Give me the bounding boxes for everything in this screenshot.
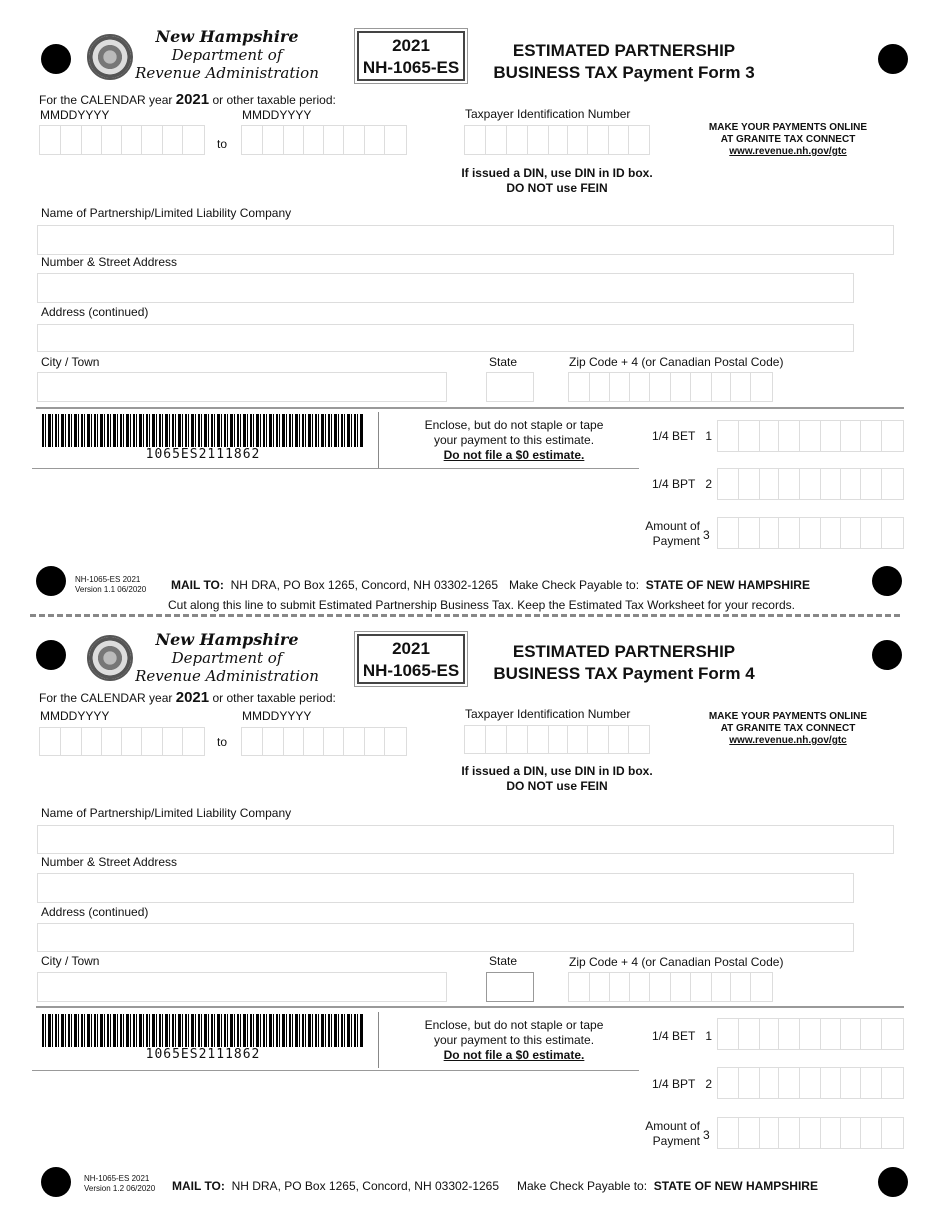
- bet-label-text: 1/4 BET: [652, 1029, 696, 1043]
- calendar-year: 2021: [175, 91, 210, 108]
- zip-label: Zip Code + 4 (or Canadian Postal Code): [569, 955, 784, 969]
- cut-instruction: Cut along this line to submit Estimated Partnership Business Tax. Keep the Estimated Tax Worksheet for your records.: [168, 598, 795, 612]
- address-continued-input[interactable]: [37, 923, 854, 952]
- payable-to: [517, 1179, 818, 1193]
- tin-input[interactable]: [464, 725, 650, 754]
- partnership-name-input[interactable]: [37, 225, 894, 255]
- bet-amount-input[interactable]: [717, 1018, 904, 1050]
- bet-line-number: 1: [705, 1029, 713, 1043]
- form-title-line1: ESTIMATED PARTNERSHIP: [512, 41, 736, 60]
- enclose-line1: Enclose, but do not staple or tape: [424, 418, 604, 432]
- divider: [378, 412, 379, 468]
- registration-mark: [878, 1167, 908, 1197]
- bet-label: [652, 1029, 712, 1043]
- payable-label: Make Check Payable to:: [509, 578, 640, 592]
- version-info: [75, 575, 146, 595]
- state-label: State: [489, 954, 518, 968]
- payable-to: [509, 578, 810, 592]
- bpt-line-number: 2: [705, 1077, 713, 1091]
- street-address-input[interactable]: [37, 273, 854, 303]
- enclose-line1: Enclose, but do not staple or tape: [424, 1018, 604, 1032]
- payable-to-name: STATE OF NEW HAMPSHIRE: [645, 578, 810, 592]
- period-end-input[interactable]: [241, 125, 407, 155]
- enclose-line2: your payment to this estimate.: [433, 433, 595, 447]
- registration-mark: [41, 44, 71, 74]
- section-divider: [36, 407, 904, 409]
- name-label: Name of Partnership/Limited Liability Company: [41, 806, 292, 820]
- bpt-label: [652, 477, 712, 491]
- section-divider: [36, 1006, 904, 1008]
- address2-label: Address (continued): [41, 905, 149, 919]
- version-line1: NH-1065-ES 2021: [84, 1174, 150, 1183]
- registration-mark: [872, 640, 902, 670]
- date-to-label: MMDDYYYY: [242, 709, 312, 723]
- zip-input[interactable]: [568, 372, 773, 402]
- street-label: Number & Street Address: [41, 855, 178, 869]
- form-title-line1: ESTIMATED PARTNERSHIP: [512, 642, 736, 661]
- form-year: 2021: [392, 639, 430, 658]
- period-start-input[interactable]: [39, 727, 205, 756]
- version-line2: Version 1.2 06/2020: [84, 1184, 156, 1193]
- agency-line1: New Hampshire: [155, 27, 299, 46]
- mail-to-label: MAIL TO:: [171, 578, 224, 592]
- din-line2: DO NOT use FEIN: [506, 181, 608, 195]
- tin-input[interactable]: [464, 125, 650, 155]
- din-notice: [457, 166, 657, 196]
- mail-to-address: NH DRA, PO Box 1265, Concord, NH 03302-1265: [230, 578, 499, 592]
- state-label: State: [489, 355, 518, 369]
- divider: [32, 468, 639, 469]
- form-year: 2021: [392, 36, 430, 55]
- state-seal-icon: [87, 34, 133, 80]
- online-line1: MAKE YOUR PAYMENTS ONLINE: [708, 711, 868, 722]
- registration-mark: [878, 44, 908, 74]
- zip-input[interactable]: [568, 972, 773, 1002]
- calendar-prefix: For the CALENDAR year: [39, 691, 173, 705]
- agency-line1: New Hampshire: [155, 630, 299, 649]
- calendar-year-label: [39, 91, 336, 108]
- amount-line2: Payment: [652, 534, 700, 548]
- state-seal-icon: [87, 635, 133, 681]
- online-line2: AT GRANITE TAX CONNECT: [720, 723, 856, 734]
- amount-label: [640, 1119, 700, 1149]
- bet-label: [652, 429, 712, 443]
- form-title: [474, 40, 774, 84]
- bet-line-number: 1: [705, 429, 713, 443]
- state-input[interactable]: [486, 972, 534, 1002]
- form-id-box: [357, 634, 465, 684]
- mail-to: [172, 1179, 499, 1193]
- din-line1: If issued a DIN, use DIN in ID box.: [461, 764, 653, 778]
- mail-to-address: NH DRA, PO Box 1265, Concord, NH 03302-1265: [231, 1179, 500, 1193]
- online-line1: MAKE YOUR PAYMENTS ONLINE: [708, 122, 868, 133]
- barcode-icon: [42, 1014, 364, 1048]
- calendar-suffix: or other taxable period:: [212, 691, 336, 705]
- enclose-line3: Do not file a $0 estimate.: [443, 448, 585, 462]
- partnership-name-input[interactable]: [37, 825, 894, 854]
- amount-line-number: 3: [703, 1128, 710, 1142]
- bpt-amount-input[interactable]: [717, 1067, 904, 1099]
- mail-to: [171, 578, 498, 592]
- city-input[interactable]: [37, 972, 447, 1002]
- street-label: Number & Street Address: [41, 255, 178, 269]
- address-continued-input[interactable]: [37, 324, 854, 352]
- form-title-line2: BUSINESS TAX Payment Form 3: [493, 63, 755, 82]
- version-info: [84, 1174, 155, 1194]
- agency-line2: Department of: [171, 46, 283, 64]
- registration-mark: [872, 566, 902, 596]
- bet-amount-input[interactable]: [717, 420, 904, 452]
- enclose-line2: your payment to this estimate.: [433, 1033, 595, 1047]
- payment-amount-input[interactable]: [717, 1117, 904, 1149]
- amount-line1: Amount of: [645, 519, 700, 533]
- online-line2: AT GRANITE TAX CONNECT: [720, 134, 856, 145]
- payment-amount-input[interactable]: [717, 517, 904, 549]
- divider: [378, 1012, 379, 1068]
- amount-line1: Amount of: [645, 1119, 700, 1133]
- date-from-label: MMDDYYYY: [40, 108, 110, 122]
- calendar-year-label: [39, 689, 336, 706]
- bpt-line-number: 2: [705, 477, 713, 491]
- din-line2: DO NOT use FEIN: [506, 779, 608, 793]
- online-payment-notice: [688, 711, 888, 747]
- online-url-link[interactable]: www.revenue.nh.gov/gtc: [729, 146, 847, 157]
- registration-mark: [36, 566, 66, 596]
- city-input[interactable]: [37, 372, 447, 402]
- calendar-prefix: For the CALENDAR year: [39, 93, 173, 107]
- amount-line-number: 3: [703, 528, 710, 542]
- mail-to-label: MAIL TO:: [172, 1179, 225, 1193]
- to-label: to: [217, 137, 228, 151]
- date-from-label: MMDDYYYY: [40, 709, 110, 723]
- barcode-number: 1065ES2111862: [42, 447, 364, 462]
- payable-label: Make Check Payable to:: [517, 1179, 648, 1193]
- to-label: to: [217, 735, 228, 749]
- divider: [32, 1070, 639, 1071]
- form-number: NH-1065-ES: [362, 58, 460, 77]
- agency-line3: Revenue Administration: [135, 667, 319, 685]
- payment-form-4: [0, 600, 950, 1200]
- payment-form-3: [0, 0, 950, 600]
- tin-label: Taxpayer Identification Number: [465, 707, 631, 721]
- bpt-label-text: 1/4 BPT: [652, 1077, 696, 1091]
- bpt-label-text: 1/4 BPT: [652, 477, 696, 491]
- barcode-number: 1065ES2111862: [42, 1047, 364, 1062]
- form-title-line2: BUSINESS TAX Payment Form 4: [493, 664, 755, 683]
- name-label: Name of Partnership/Limited Liability Company: [41, 206, 292, 220]
- state-input[interactable]: [486, 372, 534, 402]
- calendar-suffix: or other taxable period:: [212, 93, 336, 107]
- form-title: [474, 641, 774, 685]
- online-url-link[interactable]: www.revenue.nh.gov/gtc: [729, 735, 847, 746]
- version-line2: Version 1.1 06/2020: [75, 585, 147, 594]
- zip-label: Zip Code + 4 (or Canadian Postal Code): [569, 355, 784, 369]
- street-address-input[interactable]: [37, 873, 854, 903]
- amount-line2: Payment: [652, 1134, 700, 1148]
- enclose-line3: Do not file a $0 estimate.: [443, 1048, 585, 1062]
- version-line1: NH-1065-ES 2021: [75, 575, 141, 584]
- form-number: NH-1065-ES: [362, 661, 460, 680]
- din-line1: If issued a DIN, use DIN in ID box.: [461, 166, 653, 180]
- payable-to-name: STATE OF NEW HAMPSHIRE: [653, 1179, 818, 1193]
- enclose-instructions: [399, 418, 629, 463]
- registration-mark: [36, 640, 66, 670]
- city-label: City / Town: [41, 954, 100, 968]
- online-payment-notice: [688, 122, 888, 158]
- address2-label: Address (continued): [41, 305, 149, 319]
- agency-name: [132, 28, 322, 82]
- din-notice: [457, 764, 657, 794]
- barcode-icon: [42, 414, 364, 448]
- bpt-label: [652, 1077, 712, 1091]
- calendar-year: 2021: [175, 689, 210, 706]
- agency-line3: Revenue Administration: [135, 64, 319, 82]
- agency-name: [132, 631, 322, 685]
- date-to-label: MMDDYYYY: [242, 108, 312, 122]
- bpt-amount-input[interactable]: [717, 468, 904, 500]
- period-end-input[interactable]: [241, 727, 407, 756]
- city-label: City / Town: [41, 355, 100, 369]
- enclose-instructions: [399, 1018, 629, 1063]
- bet-label-text: 1/4 BET: [652, 429, 696, 443]
- period-start-input[interactable]: [39, 125, 205, 155]
- agency-line2: Department of: [171, 649, 283, 667]
- tin-label: Taxpayer Identification Number: [465, 107, 631, 121]
- amount-label: [640, 519, 700, 549]
- form-id-box: [357, 31, 465, 81]
- registration-mark: [41, 1167, 71, 1197]
